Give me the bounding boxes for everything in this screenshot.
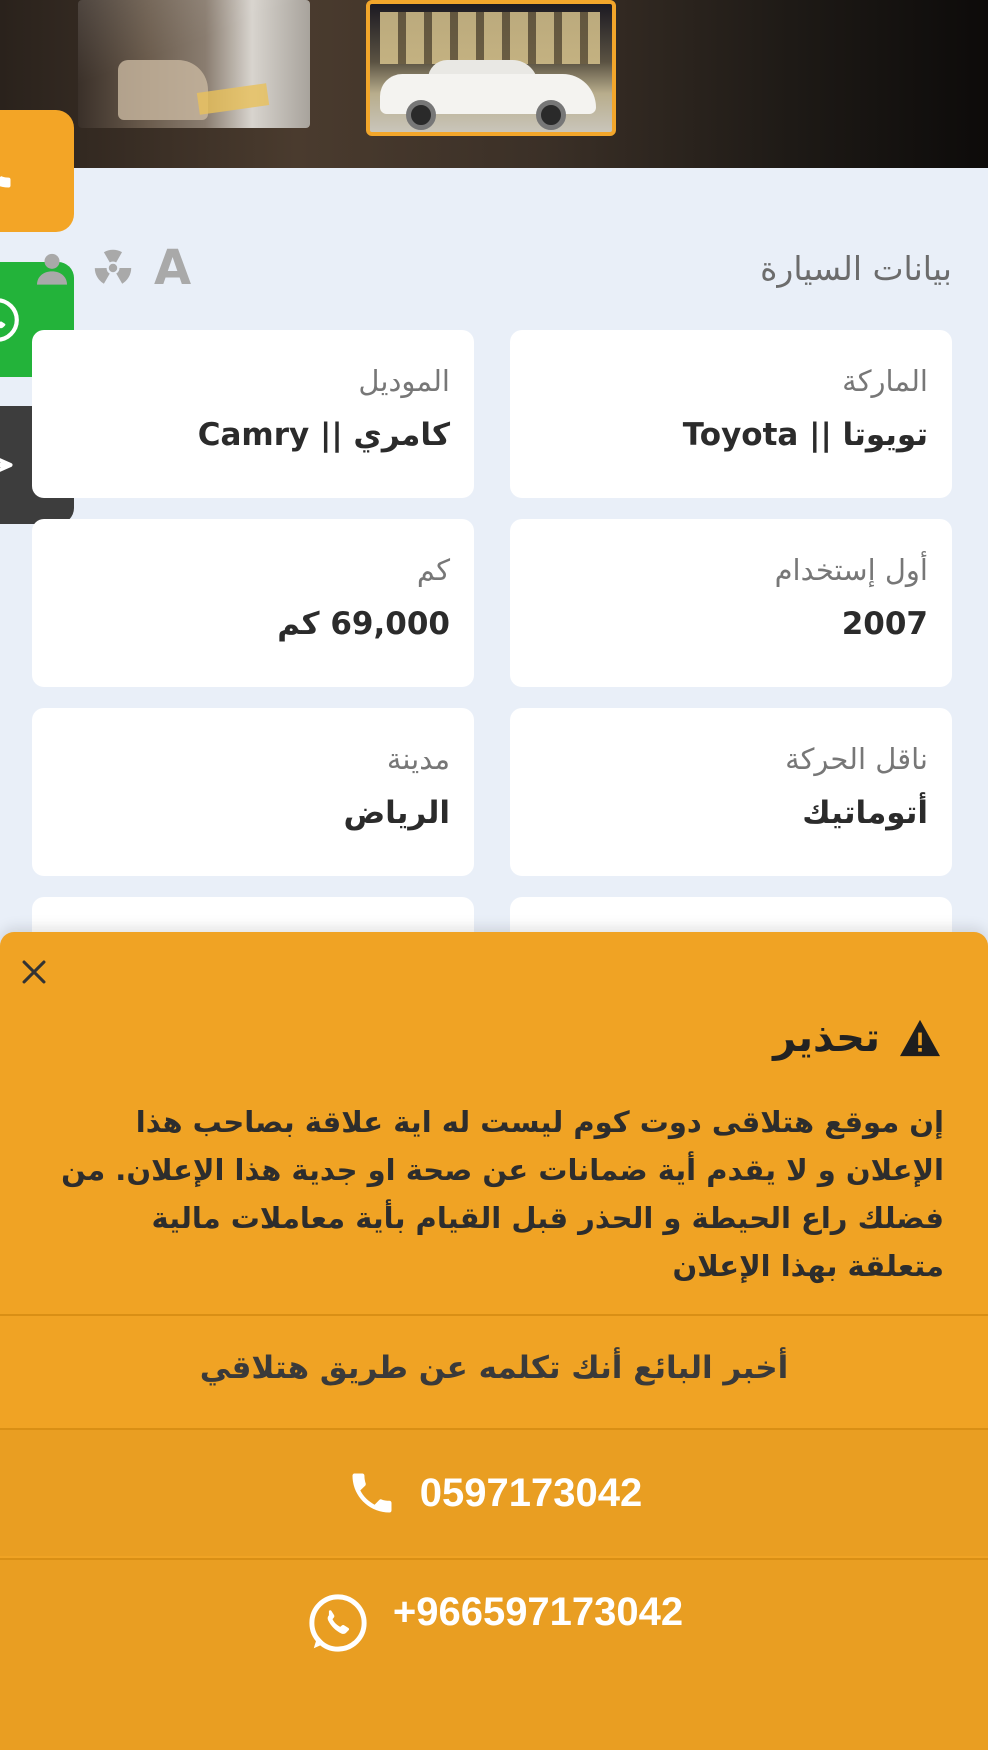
call-phone-button[interactable] xyxy=(0,1430,988,1556)
phone-icon xyxy=(346,1467,398,1519)
seller-note: أخبر البائع أنك تكلمه عن طريق هتلاقي xyxy=(199,1350,789,1386)
car-wheel-shape xyxy=(406,100,436,130)
close-icon xyxy=(17,955,51,989)
spec-card-model xyxy=(32,330,474,498)
spec-card-mileage xyxy=(32,519,474,687)
share-icon xyxy=(0,443,16,487)
warning-message: إن موقع هتلاقى دوت كوم ليست له اية علاقة بصاحب هذا الإعلان و لا يقدم أية ضمانات عن صحة او جدية هذا الإعلان. من فضلك راع الحيطة و الحذر قبل القيام بأية معاملات مالية متعلقة بهذا الإعلان xyxy=(61,1105,944,1283)
warning-title: تحذير xyxy=(773,1015,880,1061)
spec-value: كامري || Camry xyxy=(197,416,450,453)
whatsapp-number: +966597173042 xyxy=(392,1590,684,1634)
warning-title-row xyxy=(773,1008,942,1068)
spec-label: كم xyxy=(416,553,450,587)
gallery-thumbnail-interior[interactable] xyxy=(78,0,310,128)
car-details-header xyxy=(32,240,952,296)
spec-label: الموديل xyxy=(358,364,450,398)
spec-card-make xyxy=(510,330,952,498)
close-button[interactable] xyxy=(12,950,56,994)
spec-value: 2007 xyxy=(841,605,928,642)
spec-card-city xyxy=(32,708,474,876)
spec-value: أتوماتيك xyxy=(802,794,928,831)
section-title: بيانات السيارة xyxy=(760,248,952,288)
spec-label: مدينة xyxy=(386,742,450,776)
car-wheel-shape xyxy=(536,100,566,130)
building-shape xyxy=(380,12,600,64)
spec-card-transmission xyxy=(510,708,952,876)
spec-value: 69,000 كم xyxy=(277,605,450,642)
phone-number: 0597173042 xyxy=(419,1470,643,1515)
spec-card-first-use xyxy=(510,519,952,687)
image-gallery[interactable] xyxy=(0,0,988,168)
warning-sheet xyxy=(0,932,988,1750)
phone-icon xyxy=(0,149,16,193)
header-icons xyxy=(32,240,191,296)
spec-value: الرياض xyxy=(343,794,450,831)
floating-call-button[interactable] xyxy=(0,110,74,232)
whatsapp-contact-button[interactable] xyxy=(0,1560,988,1750)
warning-triangle-icon xyxy=(898,1018,942,1058)
spec-value: تويوتا || Toyota xyxy=(682,416,928,453)
spec-label: أول إستخدام xyxy=(774,553,928,587)
gallery-thumbnail-selected[interactable] xyxy=(366,0,616,136)
spec-label: ناقل الحركة xyxy=(785,742,928,776)
spec-label: الماركة xyxy=(842,364,928,398)
whatsapp-icon xyxy=(305,1590,371,1656)
radiation-icon[interactable] xyxy=(90,245,136,291)
seat-shape xyxy=(118,60,208,120)
whatsapp-icon xyxy=(0,295,22,345)
letter-a-icon[interactable]: A xyxy=(154,240,192,296)
user-icon[interactable] xyxy=(32,245,72,291)
